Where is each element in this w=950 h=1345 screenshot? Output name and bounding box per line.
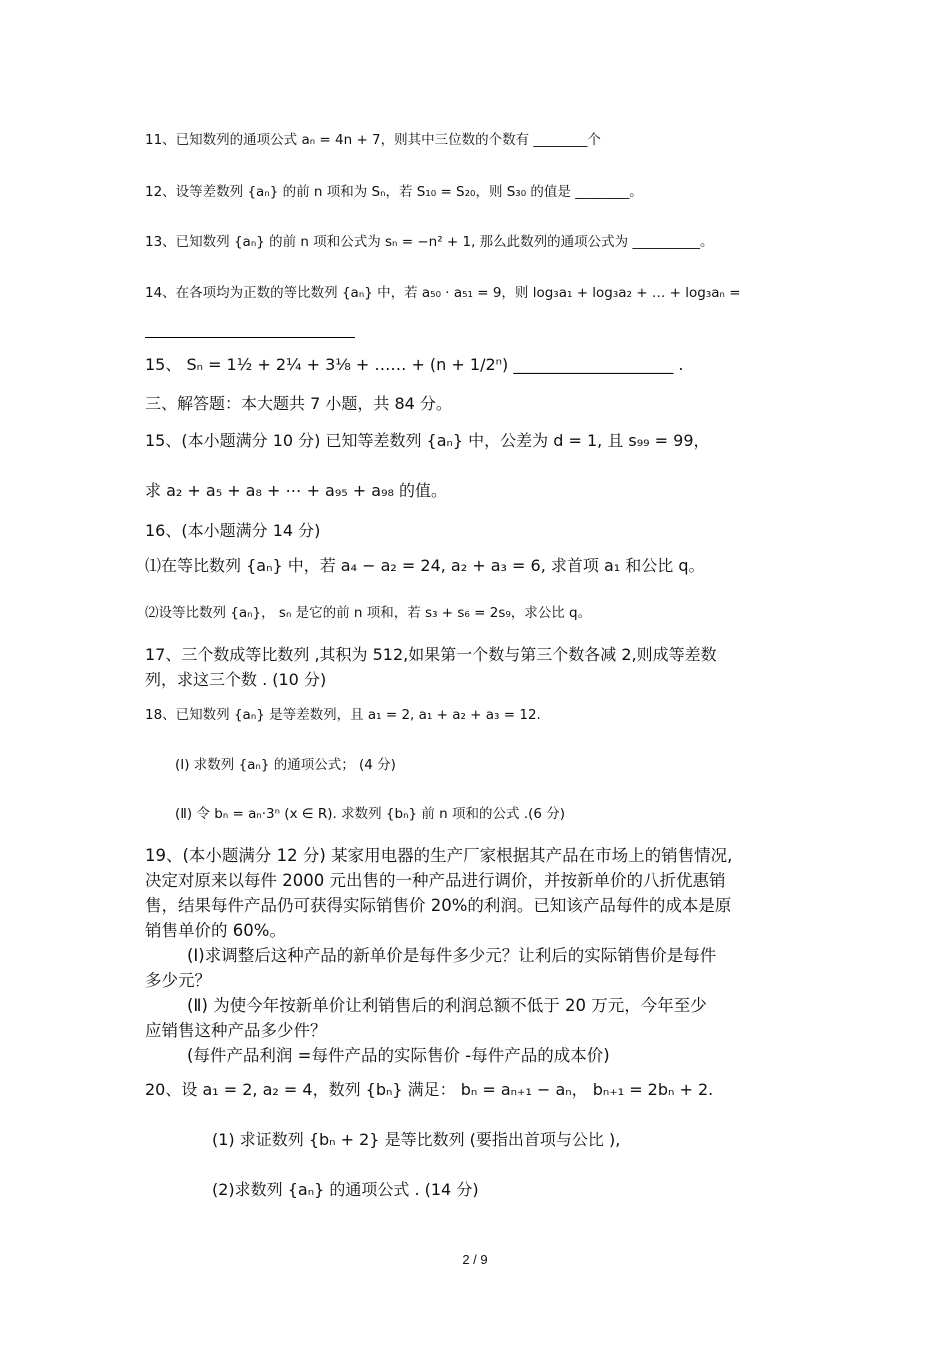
question-15: 15、 Sₙ = 1½ + 2¼ + 3⅛ + …… + (n + 1/2ⁿ) ____________________ .: [145, 355, 684, 374]
problem-19-line: (Ⅰ)求调整后这种产品的新单价是每件多少元？让利后的实际销售价是每件: [187, 946, 717, 965]
problem-16-part-2: ⑵设等比数列 {aₙ}， sₙ 是它的前 n 项和，若 s₃ + s₆ = 2s₉，求公比 q。: [145, 605, 592, 621]
problem-16-part-1: ⑴在等比数列 {aₙ} 中，若 a₄ − a₂ = 24, a₂ + a₃ = 6, 求首项 a₁ 和公比 q。: [145, 556, 705, 575]
problem-19-line: 多少元？: [145, 971, 211, 990]
problem-15-line-2: 求 a₂ + a₅ + a₈ + ⋯ + a₉₅ + a₉₈ 的值。: [145, 481, 447, 500]
problem-19-line: (每件产品利润 =每件产品的实际售价 -每件产品的成本价): [187, 1046, 610, 1065]
question-13: 13、已知数列 {aₙ} 的前 n 项和公式为 sₙ = −n² + 1, 那么此数列的通项公式为 __________。: [145, 234, 714, 250]
problem-19-line: 销售单价的 60%。: [145, 921, 286, 940]
problem-18-part-2: (Ⅱ) 令 bₙ = aₙ·3ⁿ (x ∈ R). 求数列 {bₙ} 前 n 项和的公式 .(6 分): [175, 806, 565, 822]
problem-19-line: (Ⅱ) 为使今年按新单价让利销售后的利润总额不低于 20 万元，今年至少: [187, 996, 707, 1015]
page-number: 2 / 9: [462, 1252, 488, 1267]
question-14: 14、在各项均为正数的等比数列 {aₙ} 中，若 a₅₀ · a₅₁ = 9，则 log₃a₁ + log₃a₂ + … + log₃aₙ =: [145, 285, 741, 301]
problem-19-line: 应销售这种产品多少件？: [145, 1021, 327, 1040]
section-three-heading: 三、解答题：本大题共 7 小题，共 84 分。: [145, 394, 452, 413]
problem-19: [145, 843, 810, 1068]
problem-15-line-1: 15、(本小题满分 10 分) 已知等差数列 {aₙ} 中，公差为 d = 1, 且 s₉₉ = 99，: [145, 431, 710, 450]
question-11: 11、已知数列的通项公式 aₙ = 4n + 7，则其中三位数的个数有 ________个: [145, 132, 601, 148]
problem-17-line-2: 列，求这三个数 . (10 分): [145, 670, 327, 689]
problem-20-part-1: (1) 求证数列 {bₙ + 2} 是等比数列 (要指出首项与公比 ),: [212, 1130, 621, 1149]
problem-18: 18、已知数列 {aₙ} 是等差数列，且 a₁ = 2, a₁ + a₂ + a₃ = 12.: [145, 707, 541, 723]
problem-19-line: 19、(本小题满分 12 分) 某家用电器的生产厂家根据其产品在市场上的销售情况,: [145, 846, 733, 865]
problem-16-heading: 16、(本小题满分 14 分): [145, 521, 321, 540]
problem-17-line-1: 17、三个数成等比数列 ,其积为 512,如果第一个数与第三个数各减 2,则成等差数: [145, 645, 717, 664]
question-12: 12、设等差数列 {aₙ} 的前 n 项和为 Sₙ，若 S₁₀ = S₂₀，则 S₃₀ 的值是 ________。: [145, 184, 643, 200]
answer-blank-line: [145, 337, 355, 338]
problem-20-part-2: (2)求数列 {aₙ} 的通项公式 . (14 分): [212, 1180, 479, 1199]
problem-18-part-1: (Ⅰ) 求数列 {aₙ} 的通项公式； (4 分): [175, 757, 396, 773]
problem-20: 20、设 a₁ = 2, a₂ = 4，数列 {bₙ} 满足： bₙ = aₙ₊₁ − aₙ， bₙ₊₁ = 2bₙ + 2.: [145, 1080, 714, 1099]
problem-19-line: 决定对原来以每件 2000 元出售的一种产品进行调价，并按新单价的八折优惠销: [145, 871, 726, 890]
problem-19-line: 售，结果每件产品仍可获得实际销售价 20%的利润。已知该产品每件的成本是原: [145, 896, 732, 915]
